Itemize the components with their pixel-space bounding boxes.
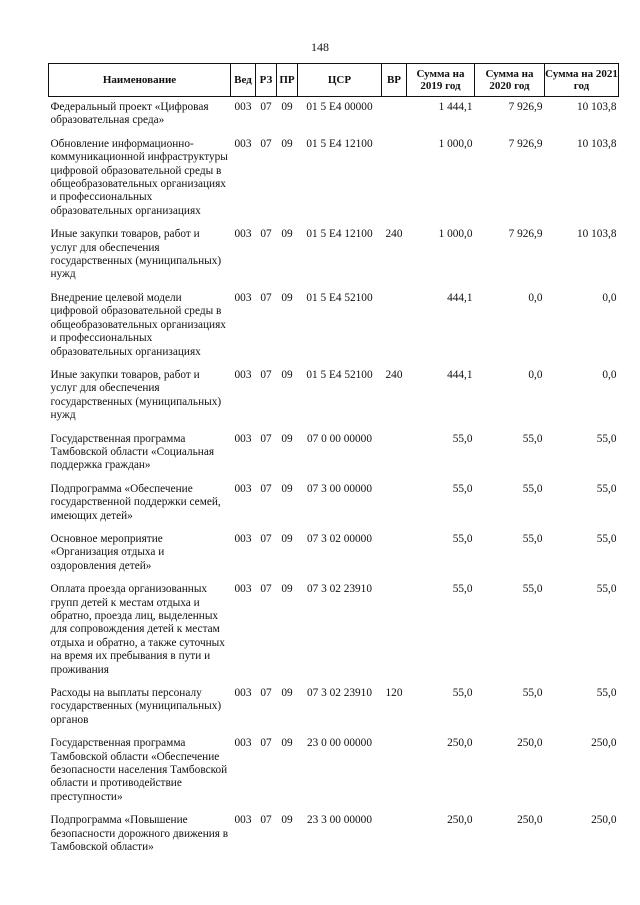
cell-csr: 01 5 E4 00000 bbox=[306, 101, 373, 113]
cell-rz: 07 bbox=[260, 687, 272, 700]
cell-pr: 09 bbox=[281, 814, 293, 827]
cell-name: Федеральный проект «Цифровая образовательная среда» bbox=[50, 101, 209, 127]
table-row bbox=[49, 97, 619, 134]
cell-name: Государственная программа Тамбовской области «Обеспечение безопасности населения Тамбовской области и противодействие преступности» bbox=[50, 737, 228, 803]
cell-name: Расходы на выплаты персоналу государственных (муниципальных) органов bbox=[50, 687, 222, 726]
cell-ved: 003 bbox=[234, 291, 252, 304]
cell-sum-2021: 250,0 bbox=[591, 814, 617, 827]
table-row bbox=[49, 134, 619, 224]
cell-name: Иные закупки товаров, работ и услуг для обеспечения государственных (муниципальных) нужд bbox=[50, 228, 222, 281]
cell-name: Оплата проезда организованных групп детей к местам отдыха и обратно, проезда лиц, выделенных для сопровождения детей к местам отдыха и обратно, а также суточных на время их пребывания в пути и проживания bbox=[50, 583, 225, 676]
cell-rz: 07 bbox=[260, 368, 272, 381]
cell-csr: 23 0 00 00000 bbox=[307, 737, 372, 750]
table-row bbox=[49, 479, 619, 529]
cell-ved: 003 bbox=[234, 687, 252, 700]
cell-vr bbox=[382, 134, 407, 224]
cell-pr: 09 bbox=[281, 368, 293, 381]
cell-sum-2020: 250,0 bbox=[517, 737, 543, 750]
header-row bbox=[49, 64, 619, 97]
cell-vr bbox=[382, 429, 407, 479]
cell-csr: 01 5 E4 12100 bbox=[306, 137, 373, 150]
cell-ved: 003 bbox=[234, 432, 252, 445]
cell-ved: 003 bbox=[234, 532, 252, 545]
cell-csr: 07 0 00 00000 bbox=[307, 432, 372, 445]
cell-sum-2019: 1 000,0 bbox=[438, 228, 473, 241]
cell-vr bbox=[382, 529, 407, 579]
header-rz: РЗ bbox=[256, 64, 277, 97]
cell-vr bbox=[382, 479, 407, 529]
cell-sum-2021: 55,0 bbox=[596, 532, 617, 545]
cell-sum-2021: 55,0 bbox=[596, 482, 617, 495]
cell-sum-2019: 55,0 bbox=[452, 482, 473, 495]
cell-pr: 09 bbox=[281, 101, 293, 113]
cell-sum-2021: 0,0 bbox=[602, 368, 617, 381]
header-sum-2021: Сумма на 2021 год bbox=[545, 64, 619, 97]
header-sum-2019: Сумма на 2019 год bbox=[407, 64, 475, 97]
cell-pr: 09 bbox=[281, 482, 293, 495]
cell-sum-2020: 0,0 bbox=[528, 291, 543, 304]
cell-ved: 003 bbox=[234, 228, 252, 241]
cell-vr: 120 bbox=[385, 687, 403, 700]
cell-name: Государственная программа Тамбовской области «Социальная поддержка граждан» bbox=[50, 432, 215, 472]
cell-sum-2019: 55,0 bbox=[452, 687, 473, 700]
cell-ved: 003 bbox=[234, 814, 252, 827]
cell-sum-2021: 250,0 bbox=[591, 737, 617, 750]
cell-csr: 07 3 02 23910 bbox=[307, 687, 372, 700]
cell-pr: 09 bbox=[281, 583, 293, 596]
cell-sum-2020: 7 926,9 bbox=[508, 137, 543, 150]
cell-sum-2019: 444,1 bbox=[447, 291, 473, 304]
cell-sum-2020: 55,0 bbox=[522, 687, 543, 700]
cell-sum-2019: 1 444,1 bbox=[438, 101, 473, 113]
table-row bbox=[49, 529, 619, 579]
cell-rz: 07 bbox=[260, 228, 272, 241]
cell-rz: 07 bbox=[260, 737, 272, 750]
table-row bbox=[49, 224, 619, 288]
cell-sum-2021: 55,0 bbox=[596, 583, 617, 596]
cell-name: Внедрение целевой модели цифровой образовательной среды в общеобразовательных организациях и профессиональных образовательных организациях bbox=[50, 291, 226, 358]
cell-pr: 09 bbox=[281, 137, 293, 150]
cell-rz: 07 bbox=[260, 101, 272, 113]
cell-ved: 003 bbox=[234, 482, 252, 495]
cell-sum-2020: 7 926,9 bbox=[508, 228, 543, 241]
cell-sum-2019: 1 000,0 bbox=[438, 137, 473, 150]
cell-rz: 07 bbox=[260, 291, 272, 304]
cell-pr: 09 bbox=[281, 432, 293, 445]
cell-rz: 07 bbox=[260, 532, 272, 545]
cell-rz: 07 bbox=[260, 482, 272, 495]
cell-csr: 23 3 00 00000 bbox=[307, 814, 372, 827]
table-row bbox=[49, 810, 619, 860]
table-row bbox=[49, 683, 619, 733]
cell-sum-2021: 10 103,8 bbox=[576, 137, 617, 150]
cell-name: Обновление информационно-коммуникационной инфраструктуры цифровой образовательной среды в общеобразовательных организациях и профессиональных образовательных организациях bbox=[50, 137, 228, 217]
cell-vr bbox=[382, 810, 407, 860]
cell-pr: 09 bbox=[281, 532, 293, 545]
table-body bbox=[49, 97, 619, 861]
cell-ved: 003 bbox=[234, 368, 252, 381]
cell-sum-2021: 0,0 bbox=[602, 291, 617, 304]
cell-rz: 07 bbox=[260, 814, 272, 827]
cell-vr bbox=[382, 288, 407, 365]
cell-name: Подпрограмма «Обеспечение государственной поддержки семей, имеющих детей» bbox=[50, 482, 221, 522]
cell-ved: 003 bbox=[234, 137, 252, 150]
cell-name: Подпрограмма «Повышение безопасности дорожного движения в Тамбовской области» bbox=[50, 814, 229, 854]
cell-pr: 09 bbox=[281, 228, 293, 241]
cell-sum-2019: 250,0 bbox=[447, 737, 473, 750]
cell-csr: 01 5 E4 52100 bbox=[306, 291, 373, 304]
cell-sum-2021: 10 103,8 bbox=[576, 101, 617, 113]
cell-sum-2020: 55,0 bbox=[522, 583, 543, 596]
cell-vr bbox=[382, 579, 407, 683]
cell-csr: 01 5 E4 52100 bbox=[306, 368, 373, 381]
cell-sum-2021: 55,0 bbox=[596, 432, 617, 445]
table-row bbox=[49, 579, 619, 683]
cell-sum-2020: 0,0 bbox=[528, 368, 543, 381]
cell-sum-2020: 250,0 bbox=[517, 814, 543, 827]
cell-ved: 003 bbox=[234, 737, 252, 750]
cell-csr: 01 5 E4 12100 bbox=[306, 228, 373, 241]
cell-sum-2019: 55,0 bbox=[452, 532, 473, 545]
cell-name: Иные закупки товаров, работ и услуг для обеспечения государственных (муниципальных) нужд bbox=[50, 368, 222, 422]
cell-vr: 240 bbox=[385, 228, 403, 241]
table-row bbox=[49, 733, 619, 810]
header-name: Наименование bbox=[49, 64, 231, 97]
cell-vr: 240 bbox=[385, 368, 403, 381]
cell-sum-2019: 55,0 bbox=[452, 583, 473, 596]
cell-pr: 09 bbox=[281, 737, 293, 750]
cell-pr: 09 bbox=[281, 687, 293, 700]
table-row bbox=[49, 288, 619, 365]
header-csr: ЦСР bbox=[298, 64, 382, 97]
cell-ved: 003 bbox=[234, 583, 252, 596]
cell-csr: 07 3 02 00000 bbox=[307, 532, 372, 545]
header-ved: Вед bbox=[231, 64, 256, 97]
header-sum-2020: Сумма на 2020 год bbox=[475, 64, 545, 97]
cell-ved: 003 bbox=[234, 101, 252, 113]
cell-rz: 07 bbox=[260, 583, 272, 596]
header-pr: ПР bbox=[277, 64, 298, 97]
header-vr: ВР bbox=[382, 64, 407, 97]
cell-pr: 09 bbox=[281, 291, 293, 304]
table-row bbox=[49, 429, 619, 479]
cell-sum-2020: 7 926,9 bbox=[508, 101, 543, 113]
cell-sum-2021: 10 103,8 bbox=[576, 228, 617, 241]
cell-sum-2020: 55,0 bbox=[522, 432, 543, 445]
page-number: 148 bbox=[311, 40, 329, 54]
cell-rz: 07 bbox=[260, 137, 272, 150]
cell-csr: 07 3 02 23910 bbox=[307, 583, 372, 596]
cell-name: Основное мероприятие «Организация отдыха и оздоровления детей» bbox=[50, 532, 165, 572]
cell-vr bbox=[382, 97, 407, 134]
cell-rz: 07 bbox=[260, 432, 272, 445]
cell-sum-2020: 55,0 bbox=[522, 482, 543, 495]
cell-csr: 07 3 00 00000 bbox=[307, 482, 372, 495]
cell-sum-2020: 55,0 bbox=[522, 532, 543, 545]
budget-table bbox=[48, 63, 619, 861]
cell-vr bbox=[382, 733, 407, 810]
table-row bbox=[49, 365, 619, 429]
cell-sum-2019: 55,0 bbox=[452, 432, 473, 445]
cell-sum-2021: 55,0 bbox=[596, 687, 617, 700]
table-header bbox=[49, 64, 619, 97]
cell-sum-2019: 250,0 bbox=[447, 814, 473, 827]
cell-sum-2019: 444,1 bbox=[447, 368, 473, 381]
